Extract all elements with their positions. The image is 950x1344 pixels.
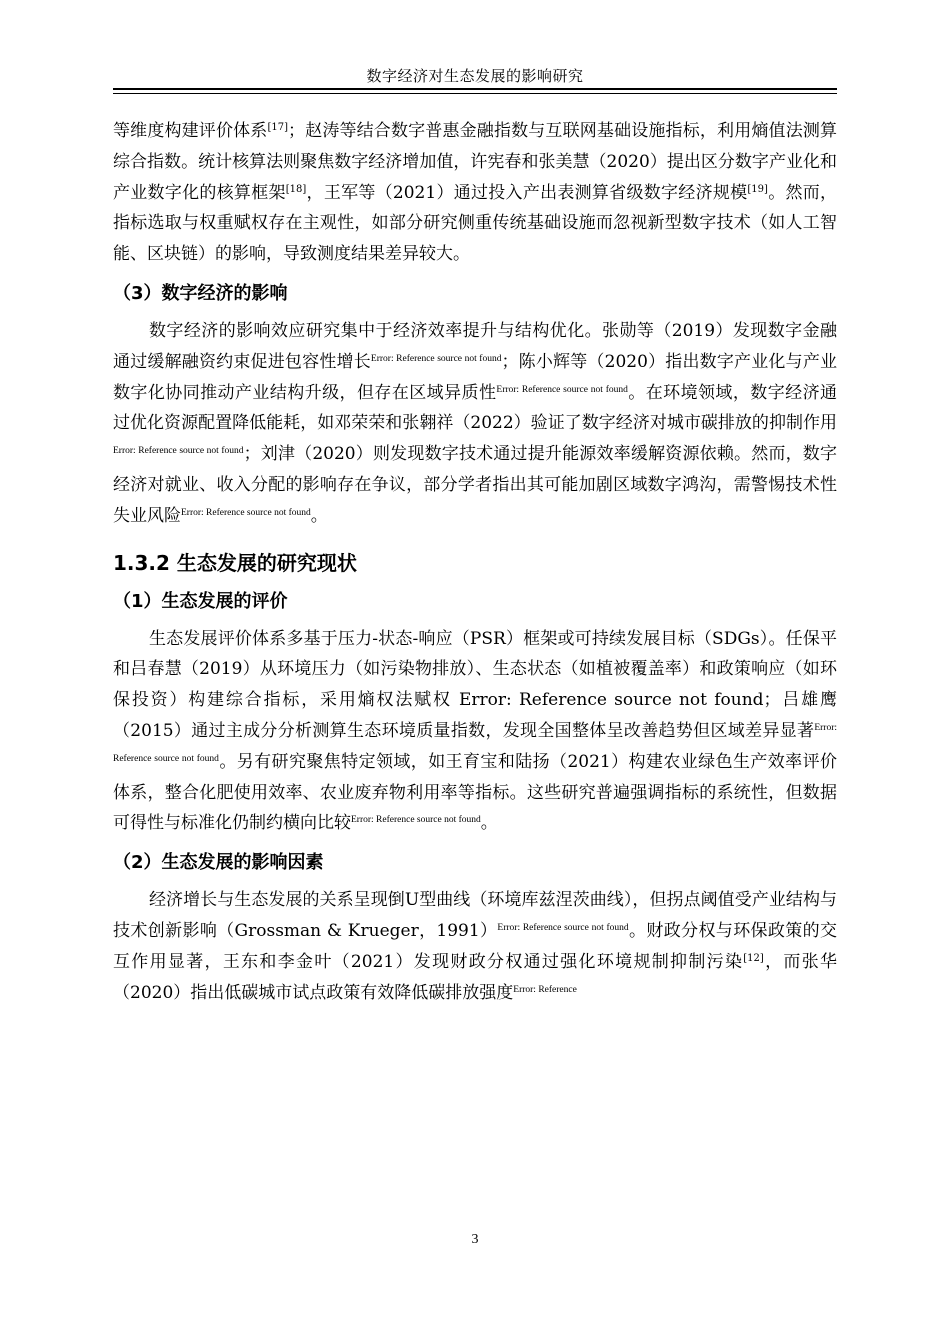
- subheading-ecological-evaluation: （1）生态发展的评价: [113, 590, 288, 612]
- paragraph-digital-economy-impact: 数字经济的影响效应研究集中于经济效率提升与结构优化。张勋等（2019）发现数字金融通过缓解融资约束促进包容性增长$^{Error: Reference source not found}$；陈小辉等（2020）指出数字产业化与产业数字化协同推动产业结构升级，但存在区域异质性$^{Error: Reference source not found}$。在环境领域，数字经济通过优化资源配置降低能耗，如邓荣荣和张翱祥（2022）验证了数字经济对城市碳排放的抑制作用$^{Error: Reference source not found}$；刘津（2020）则发现数字技术通过提升能源效率缓解资源依赖。然而，数字经济对就业、收入分配的影响存在争议，部分学者指出其可能加剧区域数字鸿沟，需警惕技术性失业风险$^{Error: Reference source not found}$。: [113, 320, 838, 526]
- paragraph-measurement-methods: 等维度构建评价体系[17]；赵涛等结合数字普惠金融指数与互联网基础设施指标，利用熵值法测算综合指数。统计核算法则聚焦数字经济增加值，许宪春和张美慧（2020）提出区分数字产业化和产业数字化的核算框架[18]，王军等（2021）通过投入产出表测算省级数字经济规模[19]。然而，指标选取与权重赋权存在主观性，如部分研究侧重传统基础设施而忽视新型数字技术（如人工智能、区块链）的影响，导致测度结果差异较大。: [113, 121, 838, 265]
- subheading-influencing-factors: （2）生态发展的影响因素: [113, 852, 324, 874]
- page-body: [113, 116, 837, 1008]
- paragraph-ecological-evaluation: 生态发展评价体系多基于压力-状态-响应（PSR）框架或可持续发展目标（SDGs）。任保平和吕春慧（2019）从环境压力（如污染物排放）、生态状态（如植被覆盖率）和政策响应（如环保投资）构建综合指标，采用熵权法赋权 Error: Reference source not found；吕雄鹰（2015）通过主成分分析测算生态环境质量指数，发现全国整体呈改善趋势但区域差异显著$^{Error: Reference source not found}$。另有研究聚焦特定领域，如王育宝和陆扬（2021）构建农业绿色生产效率评价体系，整合化肥使用效率、农业废弃物利用率等指标。这些研究普遍强调指标的系统性，但数据可得性与标准化仍制约横向比较$^{Error: Reference source not found}$。: [113, 628, 837, 834]
- running-header: 数字经济对生态发展的影响研究: [366, 67, 584, 85]
- paragraph-influencing-factors: 经济增长与生态发展的关系呈现倒U型曲线（环境库兹涅茨曲线），但拐点阈值受产业结构与技术创新影响（Grossman & Krueger，1991）$^{Error: Reference source not found}$。财政分权与环保政策的交互作用显著，王东和李金叶（2021）发现财政分权通过强化环境规制抑制污染[12]，而张华（2020）指出低碳城市试点政策有效降低碳排放强度$^{Error: Reference}$: [113, 890, 838, 1003]
- citation: [12]: [743, 952, 764, 964]
- header-rule-thin: [113, 93, 837, 94]
- reference-error: Error: Reference source not found: [113, 446, 244, 457]
- subheading-digital-economy-impact: （3）数字经济的影响: [113, 282, 288, 304]
- reference-error: Error: Reference source not found: [113, 722, 837, 764]
- citation: [18]: [285, 183, 307, 195]
- section-heading-ecological-development: 1.3.2 生态发展的研究现状: [113, 550, 357, 575]
- page-number: 3: [471, 1232, 479, 1247]
- citation: [19]: [747, 183, 768, 195]
- reference-error: Error: Reference source not found: [370, 353, 502, 364]
- header-rule-thick: [113, 88, 837, 90]
- reference-error: Error: Reference source not found: [181, 507, 311, 518]
- reference-error: Error: Reference: [513, 984, 577, 995]
- citation: [17]: [267, 122, 288, 133]
- reference-error: Error: Reference source not found: [497, 922, 629, 933]
- reference-error: Error: Reference source not found: [351, 815, 481, 826]
- reference-error: Error: Reference source not found: [496, 384, 628, 395]
